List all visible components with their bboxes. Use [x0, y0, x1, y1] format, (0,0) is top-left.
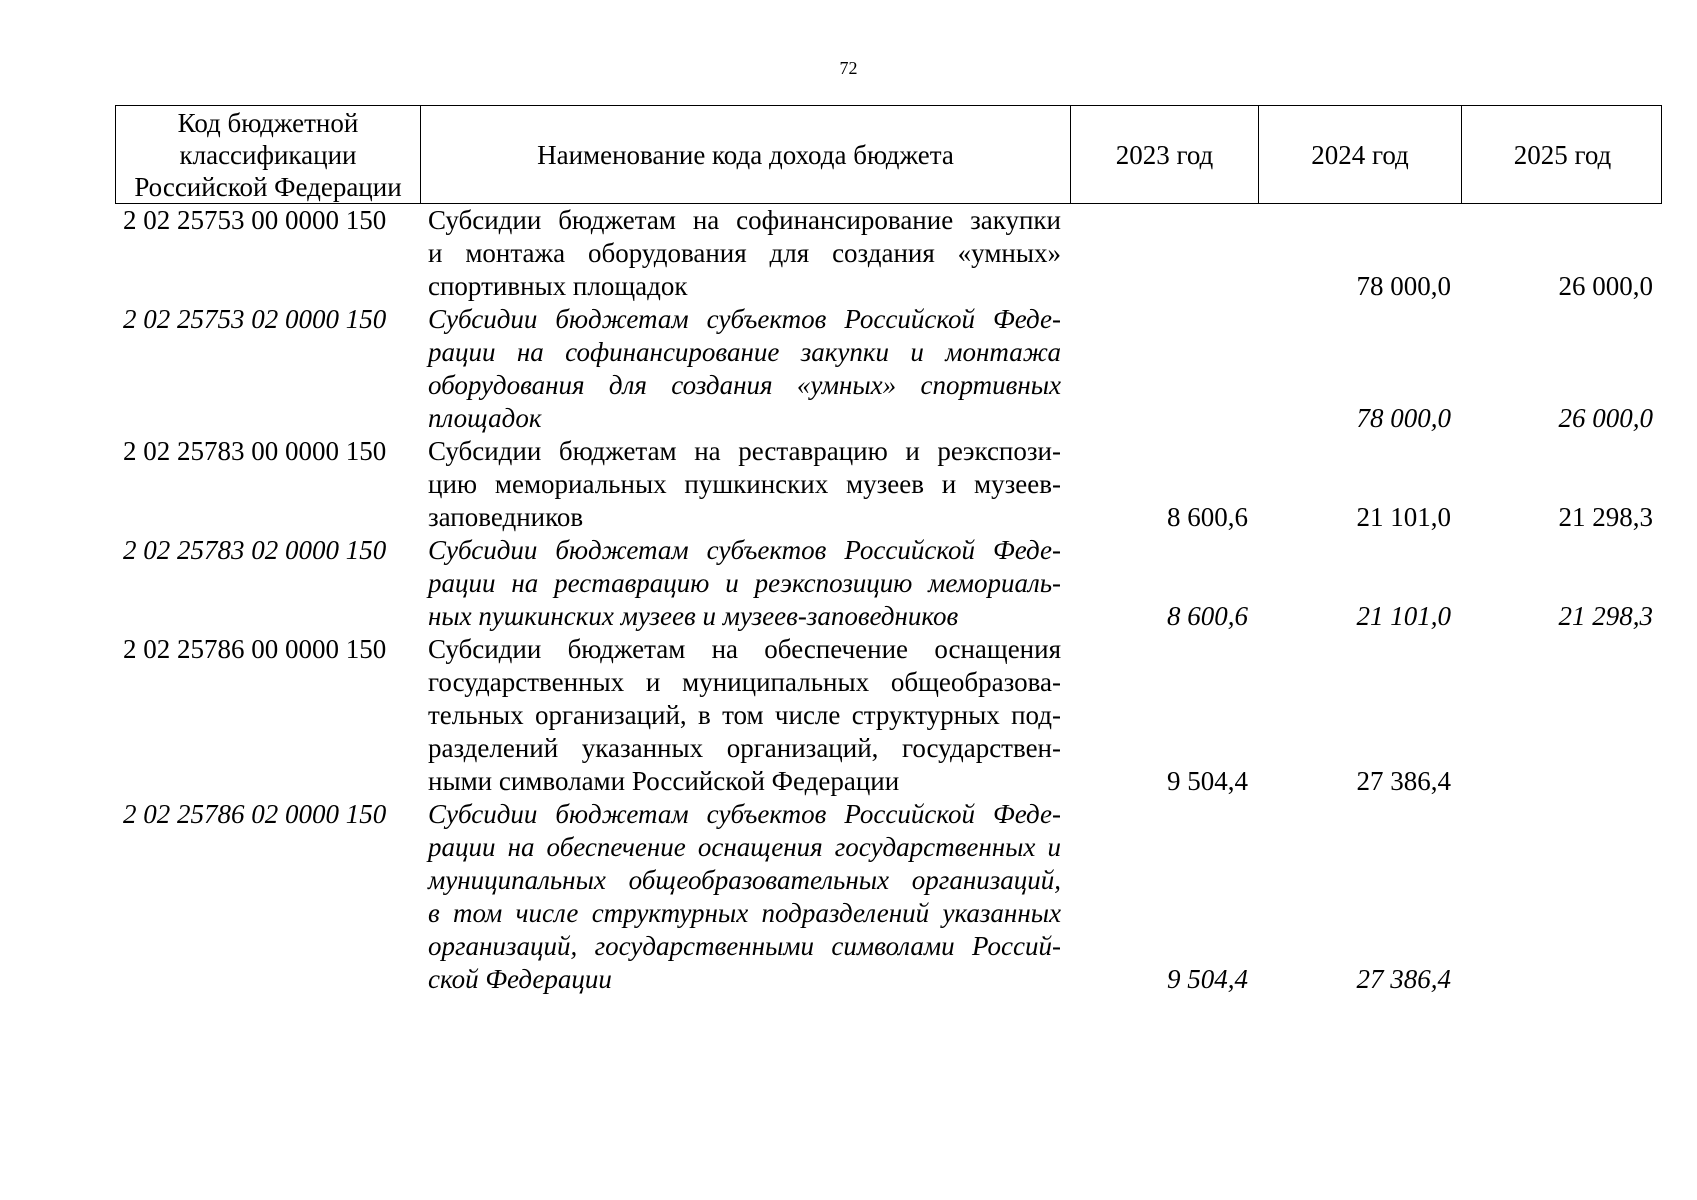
table-row	[115, 435, 1662, 534]
income-name-line: муниципальных общеобразовательных организаций,	[428, 865, 1061, 895]
header-cell-budget-code	[116, 106, 420, 203]
income-name-line: цию мемориальных пушкинских музеев и музеев-	[428, 469, 1061, 499]
income-name-line: площадок	[428, 403, 542, 433]
income-name-line: и монтажа оборудования для создания «умных»	[428, 238, 1061, 268]
table-row	[115, 303, 1662, 435]
value-2023-cell: 8 600,6	[1167, 601, 1248, 631]
value-2023-cell: 8 600,6	[1167, 502, 1248, 532]
income-name-line: оборудования для создания «умных» спортивных	[428, 370, 1061, 400]
income-name-line: Субсидии бюджетам субъектов Российской Феде-	[428, 304, 1061, 334]
budget-income-table	[115, 105, 1662, 996]
income-name-line: тельных организаций, в том числе структурных под-	[428, 700, 1061, 730]
header-cell-2025: 2025 год	[1461, 106, 1663, 203]
income-name-line: государственных и муниципальных общеобразова-	[428, 667, 1061, 697]
value-2025-cell: 26 000,0	[1558, 271, 1653, 301]
header-code-line: классификации	[179, 139, 357, 170]
table-row	[115, 534, 1662, 633]
header-code-line: Российской Федерации	[134, 171, 402, 202]
value-2023-cell: 9 504,4	[1167, 964, 1248, 994]
value-2024-cell: 78 000,0	[1356, 271, 1451, 301]
table-header	[115, 105, 1662, 204]
budget-code-cell: 2 02 25753 02 0000 150	[123, 304, 387, 334]
value-2024-cell: 21 101,0	[1356, 601, 1451, 631]
income-name-cell	[419, 204, 1069, 303]
budget-code-cell: 2 02 25753 00 0000 150	[123, 205, 387, 235]
value-2023-cell: 9 504,4	[1167, 766, 1248, 796]
income-name-cell	[419, 798, 1069, 996]
income-name-cell	[419, 534, 1069, 633]
budget-code-cell: 2 02 25786 00 0000 150	[123, 634, 387, 664]
value-2024-cell: 78 000,0	[1356, 403, 1451, 433]
table-row	[115, 633, 1662, 798]
header-code-line: Код бюджетной	[177, 107, 359, 138]
budget-code-cell: 2 02 25783 02 0000 150	[123, 535, 387, 565]
income-name-line: Субсидии бюджетам на обеспечение оснащения	[428, 634, 1061, 664]
income-name-cell	[419, 435, 1069, 534]
income-name-line: спортивных площадок	[428, 271, 688, 301]
value-2024-cell: 21 101,0	[1356, 502, 1451, 532]
income-name-line: рации на обеспечение оснащения государственных и	[428, 832, 1061, 862]
value-2024-cell: 27 386,4	[1356, 766, 1451, 796]
value-2025-cell: 21 298,3	[1558, 502, 1653, 532]
income-name-line: ными символами Российской Федерации	[428, 766, 900, 796]
header-cell-income-name: Наименование кода дохода бюджета	[420, 106, 1070, 203]
budget-code-cell: 2 02 25783 00 0000 150	[123, 436, 387, 466]
income-name-line: организаций, государственными символами Россий-	[428, 931, 1061, 961]
value-2025-cell: 21 298,3	[1558, 601, 1653, 631]
income-name-cell	[419, 633, 1069, 798]
income-name-line: в том числе структурных подразделений указанных	[428, 898, 1061, 928]
income-name-line: ных пушкинских музеев и музеев-заповедников	[428, 601, 959, 631]
income-name-line: рации на реставрацию и реэкспозицию мемориаль-	[428, 568, 1061, 598]
income-name-line: Субсидии бюджетам субъектов Российской Феде-	[428, 535, 1061, 565]
income-name-cell	[419, 303, 1069, 435]
income-name-line: заповедников	[428, 502, 584, 532]
income-name-line: ской Федерации	[428, 964, 612, 994]
budget-code-cell: 2 02 25786 02 0000 150	[123, 799, 387, 829]
page-number: 72	[839, 58, 858, 78]
value-2024-cell: 27 386,4	[1356, 964, 1451, 994]
income-name-line: Субсидии бюджетам на реставрацию и реэкспози-	[428, 436, 1061, 466]
income-name-line: Субсидии бюджетам на софинансирование закупки	[428, 205, 1061, 235]
header-cell-2024: 2024 год	[1258, 106, 1461, 203]
value-2025-cell: 26 000,0	[1558, 403, 1653, 433]
income-name-line: Субсидии бюджетам субъектов Российской Феде-	[428, 799, 1061, 829]
table-body	[115, 204, 1662, 996]
table-row	[115, 798, 1662, 996]
header-cell-2023: 2023 год	[1070, 106, 1258, 203]
income-name-line: разделений указанных организаций, государствен-	[428, 733, 1061, 763]
table-row	[115, 204, 1662, 303]
income-name-line: рации на софинансирование закупки и монтажа	[428, 337, 1061, 367]
